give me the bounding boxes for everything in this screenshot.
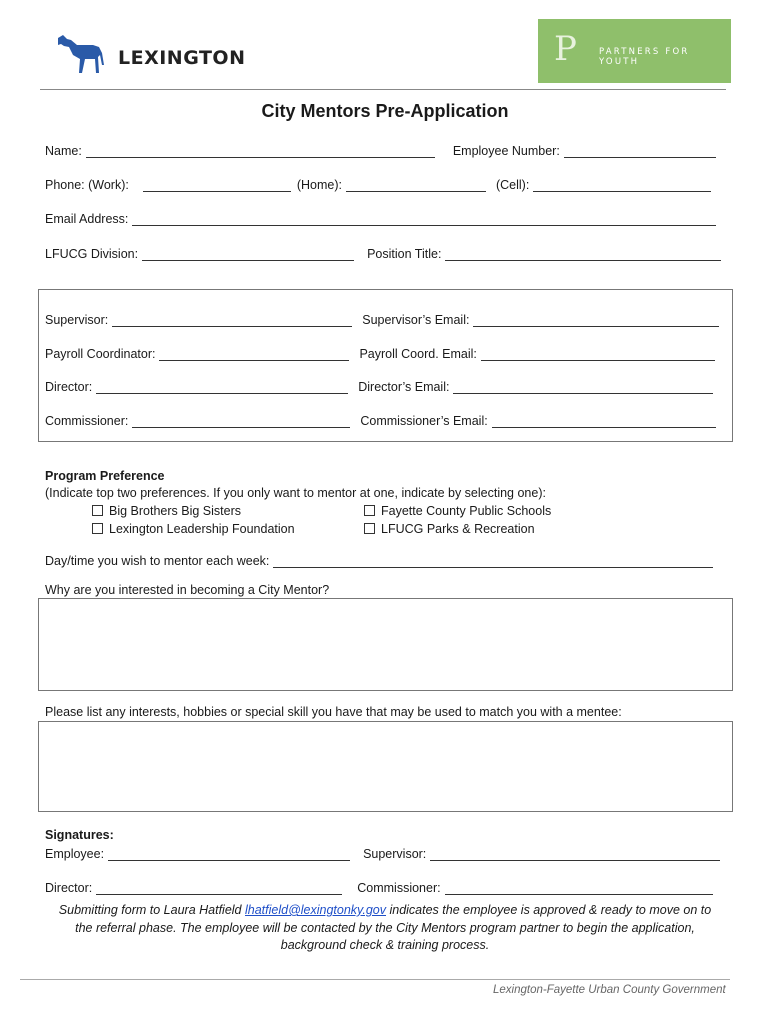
option-label: Lexington Leadership Foundation xyxy=(109,522,295,536)
payroll-field[interactable] xyxy=(159,348,349,361)
email-label: Email Address: xyxy=(45,212,129,226)
checkbox-icon[interactable] xyxy=(364,523,375,534)
payroll-email-field[interactable] xyxy=(481,348,715,361)
why-question: Why are you interested in becoming a City Mentor? xyxy=(45,583,330,597)
partner-name: PARTNERS FOR YOUTH xyxy=(599,47,690,67)
division-row xyxy=(45,245,721,261)
director-email-label: Director’s Email: xyxy=(358,380,450,394)
daytime-row xyxy=(45,552,713,568)
phone-cell-label: (Cell): xyxy=(495,178,530,192)
commissioner-signature-label: Commissioner: xyxy=(357,881,441,895)
signature-row-1 xyxy=(45,845,720,861)
payroll-row xyxy=(45,345,715,361)
contact-email-link[interactable]: lhatfield@lexingtonky.gov xyxy=(244,903,386,917)
email-field[interactable] xyxy=(132,213,716,226)
director-row xyxy=(45,378,713,394)
commissioner-email-label: Commissioner’s Email: xyxy=(360,414,488,428)
commissioner-label: Commissioner: xyxy=(45,414,129,428)
commissioner-signature-field[interactable] xyxy=(445,882,713,895)
program-heading: Program Preference xyxy=(45,469,165,483)
option-label: LFUCG Parks & Recreation xyxy=(381,522,535,536)
program-instruction: (Indicate top two preferences. If you only want to mentor at one, indicate by selecting one): xyxy=(45,486,546,500)
name-row xyxy=(45,142,716,158)
phone-work-label: Phone: (Work): xyxy=(45,178,129,192)
commissioner-email-field[interactable] xyxy=(492,415,716,428)
name-field[interactable] xyxy=(86,145,435,158)
option-fcps[interactable] xyxy=(364,504,551,518)
position-label: Position Title: xyxy=(367,247,442,261)
checkbox-icon[interactable] xyxy=(364,505,375,516)
footer-text: Lexington-Fayette Urban County Government xyxy=(493,984,726,996)
submit-note-line-1: Submitting form to Laura Hatfield lhatfield@lexingtonky.gov indicates the employee is approved & ready to move on to xyxy=(58,903,712,917)
signature-row-2 xyxy=(45,879,713,895)
option-parks[interactable] xyxy=(364,522,535,536)
division-label: LFUCG Division: xyxy=(45,247,139,261)
phone-row xyxy=(45,176,711,192)
employee-signature-label: Employee: xyxy=(45,847,105,861)
option-label: Fayette County Public Schools xyxy=(381,504,552,518)
commissioner-row xyxy=(45,412,716,428)
daytime-field[interactable] xyxy=(273,555,713,568)
supervisor-info-box xyxy=(38,289,733,442)
option-llf[interactable] xyxy=(92,522,295,536)
partners-for-youth-logo xyxy=(538,19,731,83)
payroll-email-label: Payroll Coord. Email: xyxy=(359,347,477,361)
option-label: Big Brothers Big Sisters xyxy=(109,504,241,518)
checkbox-icon[interactable] xyxy=(92,505,103,516)
phone-home-label: (Home): xyxy=(296,178,342,192)
director-signature-field[interactable] xyxy=(96,882,342,895)
option-bbbs[interactable] xyxy=(92,504,241,518)
director-field[interactable] xyxy=(96,381,348,394)
submit-note-line-2: the referral phase. The employee will be contacted by the City Mentors program partner to begin the application, xyxy=(75,920,695,935)
interests-answer-box[interactable] xyxy=(38,721,733,812)
footer-divider xyxy=(20,979,730,980)
page-title: City Mentors Pre-Application xyxy=(261,101,509,121)
supervisor-email-field[interactable] xyxy=(473,314,719,327)
supervisor-signature-label: Supervisor: xyxy=(363,847,427,861)
director-signature-label: Director: xyxy=(45,881,93,895)
supervisor-email-label: Supervisor’s Email: xyxy=(362,313,470,327)
division-field[interactable] xyxy=(142,248,354,261)
phone-cell-field[interactable] xyxy=(533,179,711,192)
phone-home-field[interactable] xyxy=(346,179,486,192)
supervisor-field[interactable] xyxy=(112,314,352,327)
why-answer-box[interactable] xyxy=(38,598,733,691)
employee-number-field[interactable] xyxy=(564,145,716,158)
lexington-logo xyxy=(55,33,255,77)
signatures-heading: Signatures: xyxy=(45,828,114,842)
commissioner-field[interactable] xyxy=(132,415,350,428)
org-name: LEXINGTON xyxy=(118,47,246,69)
name-label: Name: xyxy=(45,144,82,158)
partner-mark: P xyxy=(554,29,577,69)
employee-signature-field[interactable] xyxy=(108,848,350,861)
director-label: Director: xyxy=(45,380,93,394)
email-row xyxy=(45,210,716,226)
supervisor-label: Supervisor: xyxy=(45,313,109,327)
submit-note-line-3: background check & training process. xyxy=(280,938,490,952)
daytime-label: Day/time you wish to mentor each week: xyxy=(45,554,270,568)
horse-icon xyxy=(55,33,107,77)
header-divider xyxy=(40,89,726,90)
interests-question: Please list any interests, hobbies or special skill you have that may be used to match you with a mentee: xyxy=(45,705,622,719)
supervisor-row xyxy=(45,311,719,327)
submit-note xyxy=(20,902,750,955)
phone-work-field[interactable] xyxy=(143,179,291,192)
position-field[interactable] xyxy=(445,248,721,261)
payroll-label: Payroll Coordinator: xyxy=(45,347,156,361)
employee-number-label: Employee Number: xyxy=(452,144,560,158)
supervisor-signature-field[interactable] xyxy=(430,848,720,861)
director-email-field[interactable] xyxy=(453,381,713,394)
checkbox-icon[interactable] xyxy=(92,523,103,534)
